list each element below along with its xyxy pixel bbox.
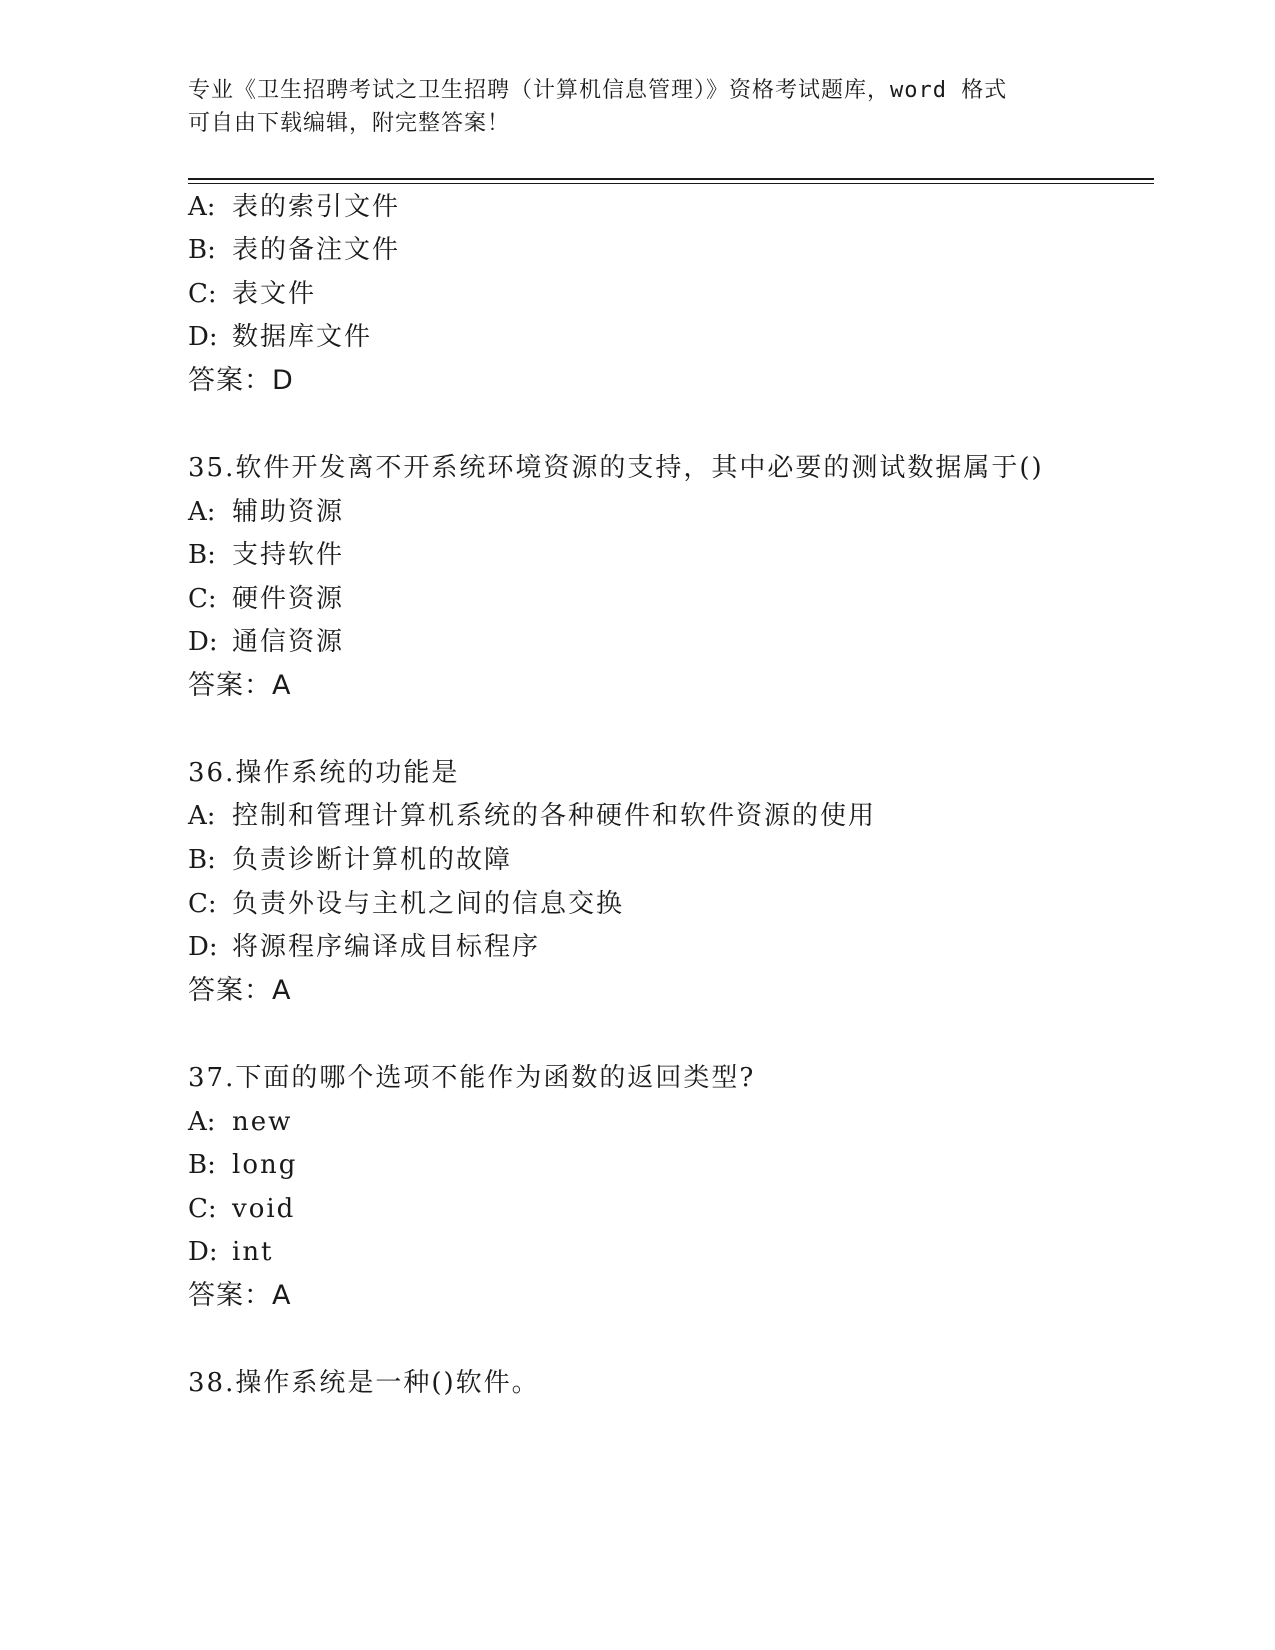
- q36-question: 36.操作系统的功能是: [188, 758, 460, 788]
- q36-option-d: D: 将源程序编译成目标程序: [188, 932, 541, 962]
- header-line-2: 可自由下载编辑，附完整答案！: [188, 111, 511, 136]
- q35-question: 35.软件开发离不开系统环境资源的支持，其中必要的测试数据属于(): [188, 453, 1044, 483]
- document-header: [188, 74, 1068, 140]
- q37-option-d: D: int: [188, 1237, 274, 1267]
- header-divider-thick: [188, 178, 1154, 180]
- q36-option-a: A: 控制和管理计算机系统的各种硬件和软件资源的使用: [188, 801, 877, 831]
- q36-option-b: B: 负责诊断计算机的故障: [188, 845, 513, 875]
- q35-option-c: C: 硬件资源: [188, 584, 345, 614]
- q35-option-a: A: 辅助资源: [188, 497, 345, 527]
- q35-option-b: B: 支持软件: [188, 540, 345, 570]
- header-line-1: 专业《卫生招聘考试之卫生招聘（计算机信息管理）》资格考试题库，word 格式: [188, 78, 1008, 103]
- q37-answer: 答案：A: [188, 1280, 292, 1311]
- header-divider-thin: [188, 183, 1154, 184]
- q36-answer: 答案：A: [188, 975, 292, 1006]
- q34-option-c: C: 表文件: [188, 279, 317, 309]
- q38-question: 38.操作系统是一种()软件。: [188, 1368, 540, 1398]
- q37-option-c: C: void: [188, 1194, 296, 1224]
- q34-option-b: B: 表的备注文件: [188, 235, 401, 265]
- q37-question: 37.下面的哪个选项不能作为函数的返回类型?: [188, 1063, 756, 1093]
- q36-option-c: C: 负责外设与主机之间的信息交换: [188, 889, 625, 919]
- q35-answer: 答案：A: [188, 670, 292, 701]
- q34-option-d: D: 数据库文件: [188, 322, 373, 352]
- q37-option-a: A: new: [188, 1107, 293, 1137]
- q37-option-b: B: long: [188, 1150, 298, 1180]
- q34-answer: 答案：D: [188, 365, 294, 396]
- q35-option-d: D: 通信资源: [188, 627, 345, 657]
- q34-option-a: A: 表的索引文件: [188, 192, 401, 222]
